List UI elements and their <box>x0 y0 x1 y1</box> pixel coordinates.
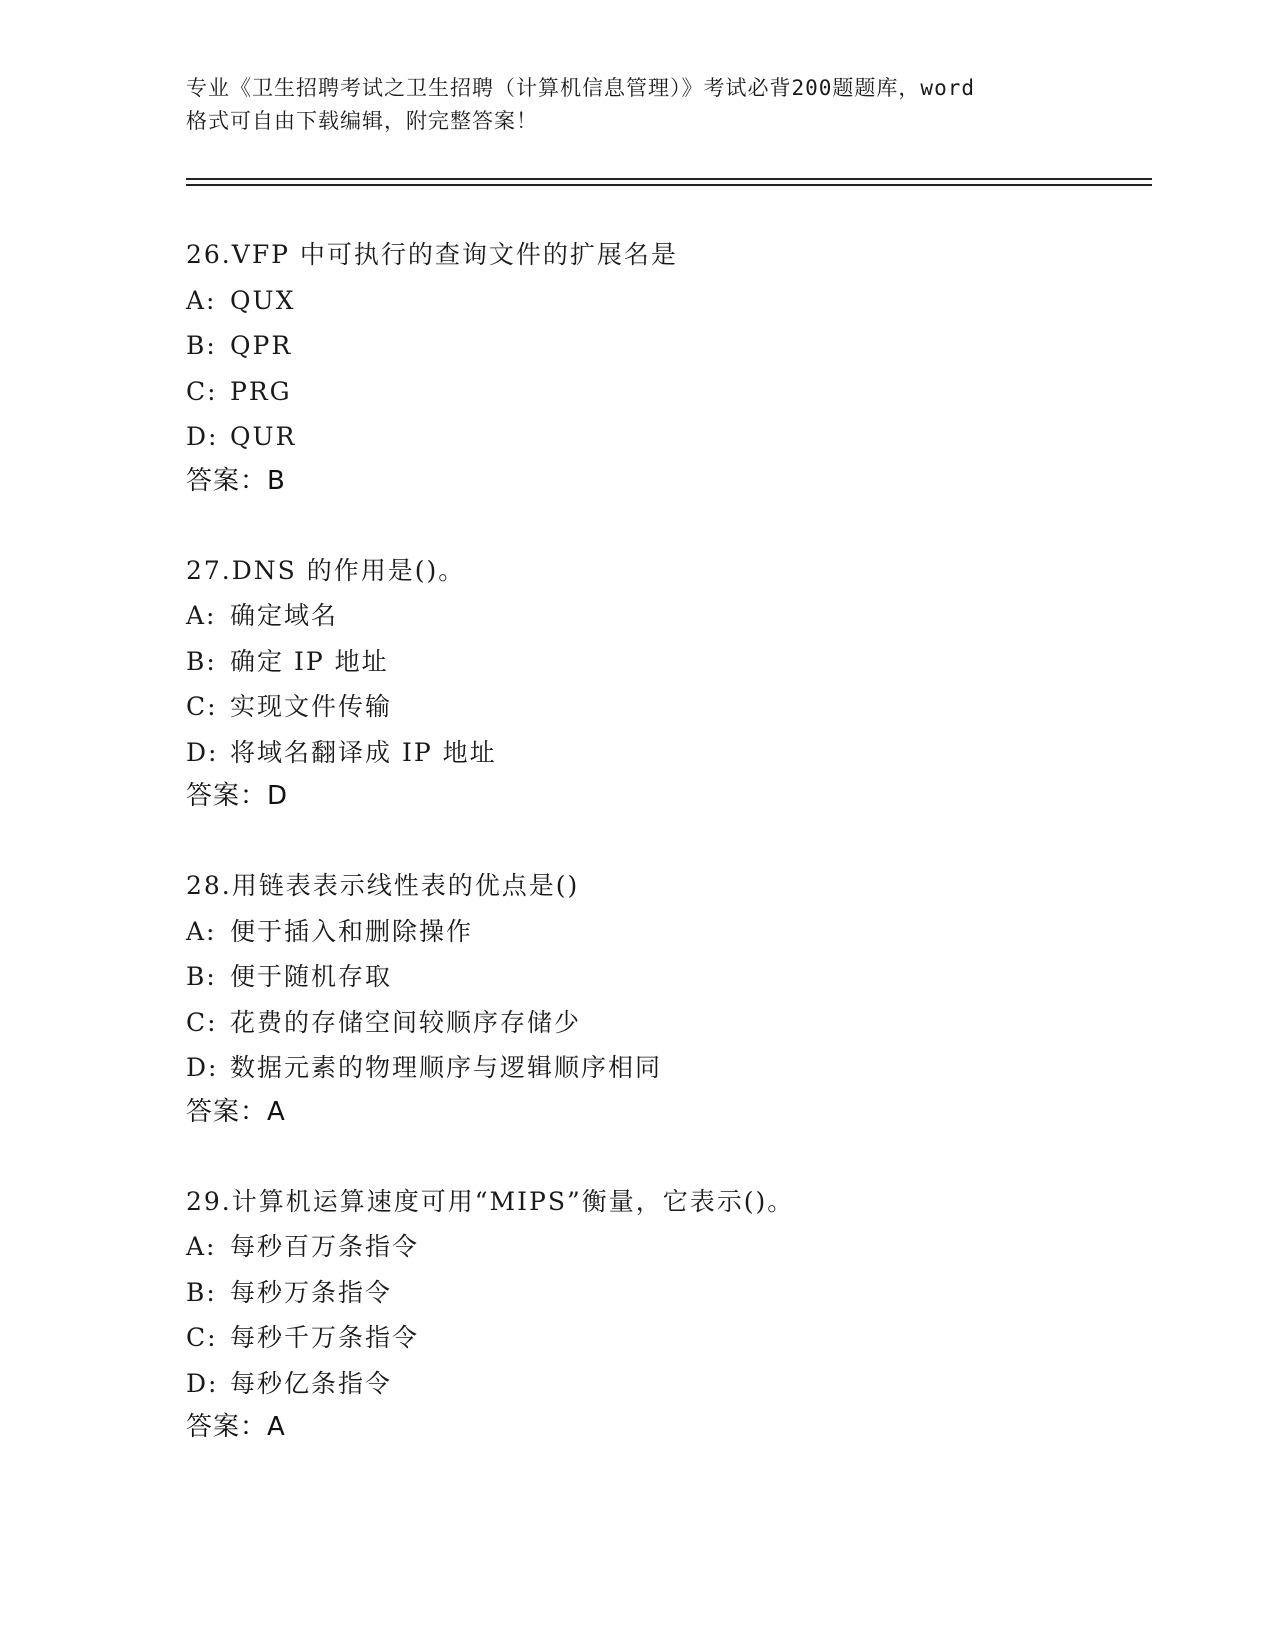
option-b <box>186 639 1146 685</box>
header-line-2: 格式可自由下载编辑，附完整答案！ <box>186 109 538 133</box>
option-letter: B: <box>186 646 217 676</box>
option-letter: A: <box>186 601 217 630</box>
question-stem: 28.用链表表示线性表的优点是() <box>186 871 580 900</box>
option-a <box>186 1224 1146 1270</box>
option-letter: C: <box>186 1323 218 1352</box>
option-text: 便于随机存取 <box>230 962 393 991</box>
option-letter: D: <box>186 1368 219 1398</box>
question-stem: 29.计算机运算速度可用“MIPS”衡量，它表示()。 <box>186 1186 795 1216</box>
option-b <box>186 1270 1146 1316</box>
option-text: 每秒亿条指令 <box>230 1368 393 1398</box>
option-text: 实现文件传输 <box>230 692 393 721</box>
option-text: QPR <box>230 331 293 360</box>
option-letter: B: <box>186 962 217 991</box>
option-letter: D: <box>186 1053 219 1082</box>
option-letter: B: <box>186 331 217 360</box>
option-letter: A: <box>186 916 217 946</box>
option-c <box>186 1315 1146 1361</box>
header-divider-bottom <box>186 184 1152 186</box>
option-text: 每秒百万条指令 <box>230 1232 420 1261</box>
question-stem: 26.VFP 中可执行的查询文件的扩展名是 <box>186 240 678 269</box>
option-text: 每秒万条指令 <box>230 1277 393 1307</box>
option-letter: C: <box>186 692 218 721</box>
option-b <box>186 323 1146 369</box>
option-text: 花费的存储空间较顺序存储少 <box>230 1007 582 1037</box>
option-letter: D: <box>186 737 219 767</box>
option-d <box>186 414 1146 460</box>
option-a <box>186 593 1146 639</box>
option-letter: A: <box>186 1232 217 1261</box>
question-list <box>186 232 1146 1494</box>
option-c <box>186 369 1146 415</box>
answer-line: 答案：B <box>186 465 286 496</box>
option-text: QUX <box>230 285 296 315</box>
option-text: 将域名翻译成 IP 地址 <box>230 737 497 767</box>
option-text: 数据元素的物理顺序与逻辑顺序相同 <box>230 1053 663 1082</box>
option-text: 每秒千万条指令 <box>230 1323 420 1352</box>
header-line-1: 专业《卫生招聘考试之卫生招聘（计算机信息管理）》考试必背200题题库，word <box>186 76 975 100</box>
question-28 <box>186 863 1146 1134</box>
option-letter: D: <box>186 422 219 451</box>
question-26 <box>186 232 1146 503</box>
option-d <box>186 730 1146 776</box>
document-header <box>186 72 1106 138</box>
answer-line: 答案：D <box>186 781 289 811</box>
option-letter: C: <box>186 376 218 406</box>
option-c <box>186 684 1146 730</box>
option-text: QUR <box>230 422 297 451</box>
answer-line: 答案：A <box>186 1412 286 1442</box>
answer-line: 答案：A <box>186 1096 286 1127</box>
option-c <box>186 1000 1146 1046</box>
option-d <box>186 1045 1146 1091</box>
option-a <box>186 278 1146 324</box>
header-divider-top <box>186 178 1152 180</box>
question-27 <box>186 548 1146 819</box>
option-b <box>186 954 1146 1000</box>
option-text: PRG <box>230 376 292 406</box>
question-29 <box>186 1179 1146 1450</box>
question-stem: 27.DNS 的作用是()。 <box>186 555 466 585</box>
option-text: 便于插入和删除操作 <box>230 916 474 946</box>
option-d <box>186 1361 1146 1407</box>
option-text: 确定 IP 地址 <box>230 646 389 676</box>
option-a <box>186 909 1146 955</box>
option-letter: B: <box>186 1277 217 1307</box>
option-text: 确定域名 <box>230 601 339 630</box>
option-letter: A: <box>186 285 217 315</box>
option-letter: C: <box>186 1007 218 1037</box>
